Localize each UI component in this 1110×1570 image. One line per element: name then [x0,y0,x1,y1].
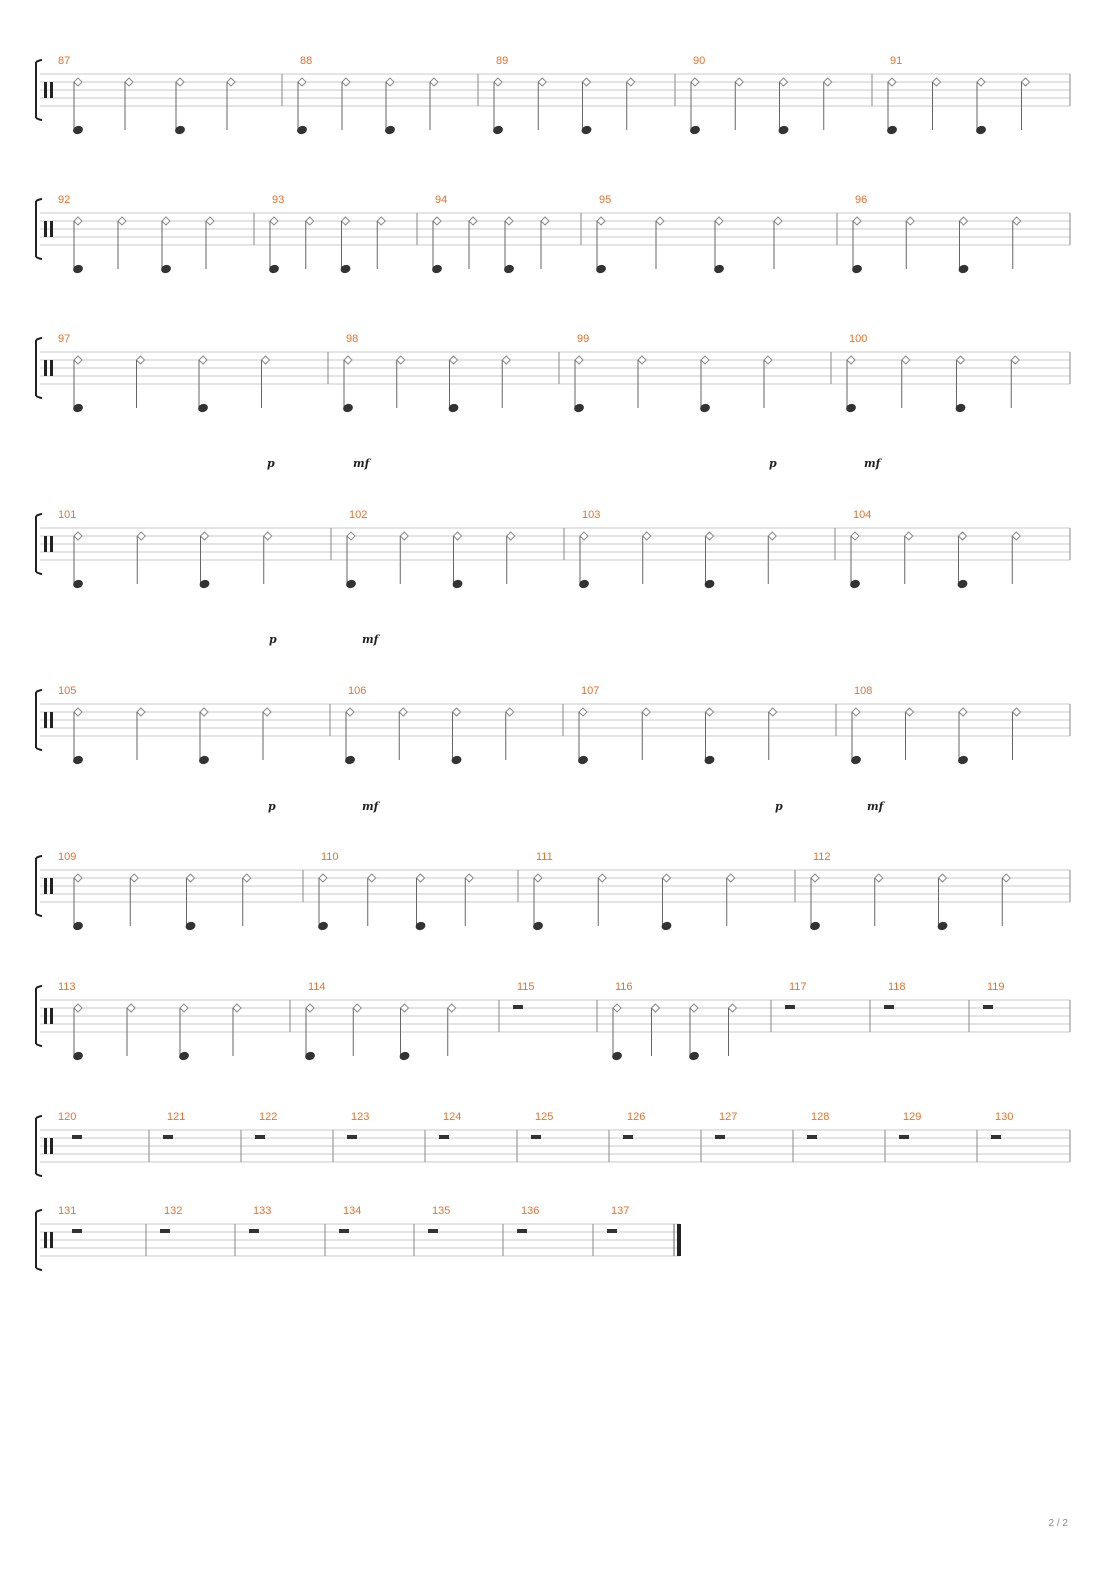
percussion-clef [50,536,53,552]
dynamic-piano: p [267,457,275,470]
cymbal-note [905,532,913,540]
cymbal-note [597,217,605,225]
system-6 [36,851,1070,931]
cymbal-note [774,217,782,225]
system-1 [36,55,1070,135]
cymbal-note [454,532,462,540]
cymbal-note [579,708,587,716]
percussion-clef [44,536,47,552]
cymbal-note [270,217,278,225]
cymbal-note [652,1004,660,1012]
system-2 [36,194,1070,274]
cymbal-note [811,874,819,882]
measure-number: 122 [259,1111,278,1123]
cymbal-note [638,356,646,364]
half-rest [807,1135,817,1139]
cymbal-note [957,356,965,364]
cymbal-note [875,874,883,882]
percussion-clef [50,878,53,894]
cymbal-note [176,78,184,86]
percussion-clef [44,82,47,98]
cymbal-note [507,532,515,540]
cymbal-note [541,217,549,225]
cymbal-note [469,217,477,225]
measure-number: 126 [627,1111,646,1123]
percussion-clef [44,1232,47,1248]
cymbal-note [959,532,967,540]
measure-number: 123 [351,1111,370,1123]
cymbal-note [933,78,941,86]
measure-number: 121 [167,1111,186,1123]
half-rest [439,1135,449,1139]
measure-number: 98 [346,333,359,345]
cymbal-note [206,217,214,225]
cymbal-note [319,874,327,882]
measure-number: 119 [987,981,1005,993]
percussion-clef [44,1138,47,1154]
measure-number: 96 [855,194,868,206]
half-rest [347,1135,357,1139]
cymbal-note [448,1004,456,1012]
cymbal-note [502,356,510,364]
measure-number: 135 [432,1205,451,1217]
cymbal-note [735,78,743,86]
cymbal-note [430,78,438,86]
measure-number: 90 [693,55,706,67]
measure-number: 106 [348,685,367,697]
measure-number: 102 [349,509,368,521]
cymbal-note [306,217,314,225]
cymbal-note [397,356,405,364]
cymbal-note [346,708,354,716]
cymbal-note [780,78,788,86]
cymbal-note [768,532,776,540]
measure-number: 95 [599,194,612,206]
measure-number: 94 [435,194,448,206]
percussion-clef [44,360,47,376]
cymbal-note [613,1004,621,1012]
measure-number: 115 [517,981,535,993]
cymbal-note [847,356,855,364]
cymbal-note [417,874,425,882]
half-rest [72,1135,82,1139]
cymbal-note [201,532,209,540]
measure-number: 127 [719,1111,738,1123]
measure-number: 109 [58,851,77,863]
cymbal-note [127,1004,135,1012]
measure-number: 104 [853,509,872,521]
half-rest [715,1135,725,1139]
system-9 [36,1205,680,1270]
cymbal-note [74,78,82,86]
cymbal-note [200,708,208,716]
half-rest [160,1229,170,1233]
cymbal-note [575,356,583,364]
cymbal-note [851,532,859,540]
cymbal-note [959,708,967,716]
cymbal-note [137,356,145,364]
cymbal-note [1013,708,1021,716]
measure-number: 130 [995,1111,1014,1123]
measure-number: 93 [272,194,285,206]
measure-number: 118 [888,981,906,993]
measure-number: 137 [611,1205,630,1217]
measure-number: 124 [443,1111,462,1123]
measure-number: 128 [811,1111,830,1123]
half-rest [991,1135,1001,1139]
cymbal-note [1002,874,1010,882]
half-rest [163,1135,173,1139]
cymbal-note [233,1004,241,1012]
cymbal-note [118,217,126,225]
half-rest [339,1229,349,1233]
cymbal-note [262,356,270,364]
cymbal-note [701,356,709,364]
percussion-clef [50,221,53,237]
system-8 [36,1111,1070,1176]
system-5 [36,685,1070,813]
cymbal-note [162,217,170,225]
measure-number: 91 [890,55,903,67]
measure-number: 97 [58,333,71,345]
half-rest [884,1005,894,1009]
measure-number: 136 [521,1205,540,1217]
system-7 [36,981,1070,1061]
dynamic-piano: p [269,633,277,646]
cymbal-note [852,708,860,716]
cymbal-note [263,708,271,716]
cymbal-note [74,708,82,716]
cymbal-note [906,217,914,225]
half-rest [249,1229,259,1233]
cymbal-note [538,78,546,86]
measure-number: 132 [164,1205,183,1217]
measure-number: 112 [813,851,831,863]
cymbal-note [534,874,542,882]
measure-number: 108 [854,685,873,697]
dynamic-piano: p [775,800,783,813]
percussion-clef [44,878,47,894]
measure-number: 113 [58,981,76,993]
cymbal-note [1013,217,1021,225]
measure-number: 134 [343,1205,362,1217]
cymbal-note [342,217,350,225]
half-rest [785,1005,795,1009]
cymbal-note [853,217,861,225]
dynamic-piano: p [769,457,777,470]
cymbal-note [450,356,458,364]
cymbal-note [74,356,82,364]
dynamic-piano: p [268,800,276,813]
cymbal-note [505,217,513,225]
half-rest [255,1135,265,1139]
cymbal-note [344,356,352,364]
cymbal-note [715,217,723,225]
cymbal-note [298,78,306,86]
cymbal-note [691,78,699,86]
cymbal-note [453,708,461,716]
half-rest [607,1229,617,1233]
cymbal-note [187,874,195,882]
dynamic-mezzo-forte: mf [362,800,379,813]
cymbal-note [377,217,385,225]
half-rest [983,1005,993,1009]
measure-number: 92 [58,194,71,206]
cymbal-note [368,874,376,882]
cymbal-note [401,1004,409,1012]
cymbal-note [824,78,832,86]
cymbal-note [400,532,408,540]
cymbal-note [729,1004,737,1012]
cymbal-note [399,708,407,716]
measure-number: 131 [58,1205,77,1217]
measure-number: 111 [536,851,553,863]
percussion-clef [50,360,53,376]
cymbal-note [137,708,145,716]
percussion-clef [44,712,47,728]
measure-number: 120 [58,1111,77,1123]
measure-number: 107 [581,685,600,697]
half-rest [517,1229,527,1233]
cymbal-note [656,217,664,225]
cymbal-note [706,708,714,716]
cymbal-note [386,78,394,86]
dynamic-mezzo-forte: mf [867,800,884,813]
cymbal-note [137,532,145,540]
cymbal-note [580,532,588,540]
measure-number: 88 [300,55,313,67]
cymbal-note [627,78,635,86]
cymbal-note [888,78,896,86]
half-rest [72,1229,82,1233]
cymbal-note [906,708,914,716]
measure-number: 117 [789,981,807,993]
measure-number: 129 [903,1111,922,1123]
cymbal-note [764,356,772,364]
cymbal-note [642,708,650,716]
cymbal-note [939,874,947,882]
cymbal-note [1012,532,1020,540]
cymbal-note [74,217,82,225]
half-rest [531,1135,541,1139]
measure-number: 110 [321,851,339,863]
percussion-clef [50,1138,53,1154]
cymbal-note [1022,78,1030,86]
measure-number: 116 [615,981,633,993]
cymbal-note [264,532,272,540]
measure-number: 105 [58,685,77,697]
measure-number: 99 [577,333,590,345]
measure-number: 103 [582,509,601,521]
cymbal-note [583,78,591,86]
cymbal-note [643,532,651,540]
percussion-clef [50,1008,53,1024]
cymbal-note [465,874,473,882]
measure-number: 89 [496,55,509,67]
measure-number: 87 [58,55,71,67]
cymbal-note [663,874,671,882]
cymbal-note [180,1004,188,1012]
percussion-clef [50,712,53,728]
dynamic-mezzo-forte: mf [353,457,370,470]
cymbal-note [1011,356,1019,364]
measure-number: 101 [58,509,77,521]
percussion-clef [44,1008,47,1024]
half-rest [428,1229,438,1233]
half-rest [899,1135,909,1139]
cymbal-note [243,874,251,882]
measure-number: 125 [535,1111,554,1123]
percussion-clef [44,221,47,237]
cymbal-note [130,874,138,882]
cymbal-note [706,532,714,540]
cymbal-note [74,1004,82,1012]
half-rest [513,1005,523,1009]
percussion-clef [50,82,53,98]
cymbal-note [769,708,777,716]
system-4 [36,509,1070,646]
system-3 [36,333,1070,470]
cymbal-note [125,78,133,86]
measure-number: 100 [849,333,868,345]
cymbal-note [902,356,910,364]
measure-number: 114 [308,981,326,993]
cymbal-note [347,532,355,540]
cymbal-note [598,874,606,882]
cymbal-note [960,217,968,225]
cymbal-note [199,356,207,364]
cymbal-note [494,78,502,86]
cymbal-note [727,874,735,882]
cymbal-note [342,78,350,86]
cymbal-note [74,874,82,882]
cymbal-note [74,532,82,540]
cymbal-note [506,708,514,716]
half-rest [623,1135,633,1139]
dynamic-mezzo-forte: mf [864,457,881,470]
cymbal-note [227,78,235,86]
cymbal-note [977,78,985,86]
cymbal-note [353,1004,361,1012]
cymbal-note [690,1004,698,1012]
cymbal-note [433,217,441,225]
measure-number: 133 [253,1205,272,1217]
cymbal-note [306,1004,314,1012]
percussion-clef [50,1232,53,1248]
page-number: 2 / 2 [1048,1518,1068,1529]
dynamic-mezzo-forte: mf [362,633,379,646]
